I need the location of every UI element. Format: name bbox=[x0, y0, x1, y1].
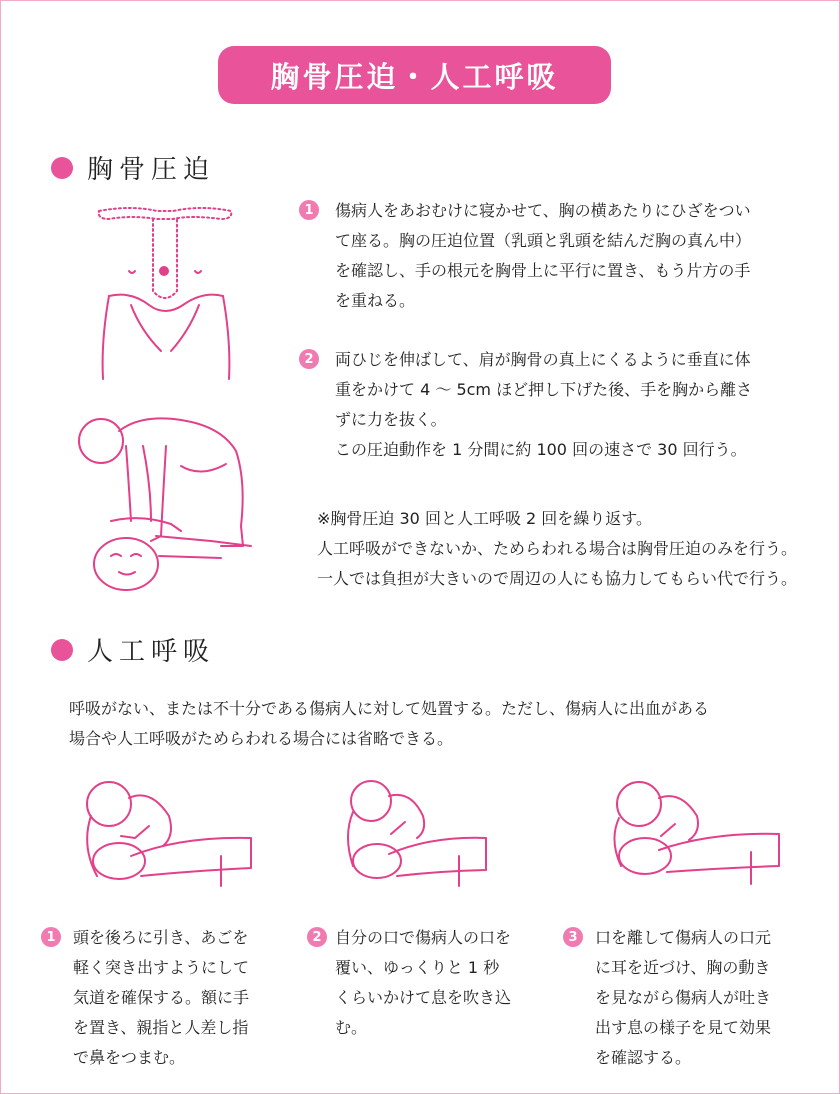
page-title: 胸骨圧迫・人工呼吸 bbox=[218, 46, 611, 104]
compression-step-2-text: 両ひじを伸ばして、肩が胸骨の真上にくるように垂直に体 重をかけて 4 ～ 5cm ほど押し下げた後、手を胸から離さ ずに力を抜く。 この圧迫動作を 1 分間に約 100 回の速さで 30 回行う。 bbox=[335, 350, 753, 459]
breathing-illustration-2 bbox=[331, 776, 491, 896]
step-number-badge: 1 bbox=[299, 200, 319, 220]
compression-note: ※胸骨圧迫 30 回と人工呼吸 2 回を繰り返す。 人工呼吸ができないか、ためらわれる場合は胸骨圧迫のみを行う。 一人では負担が大きいので周辺の人にも協力してもらい代で行う。 bbox=[317, 509, 798, 588]
breathing-step-3-text: 口を離して傷病人の口元 に耳を近づけ、胸の動き を見ながら傷病人が吐き 出す息の様子を見て効果 を確認する。 bbox=[595, 928, 772, 1067]
breathing-intro: 呼吸がない、または不十分である傷病人に対して処置する。ただし、傷病人に出血がある 場合や人工呼吸がためらわれる場合には省略できる。 bbox=[69, 699, 710, 748]
compression-step-2 bbox=[299, 345, 799, 465]
breathing-illustration-3 bbox=[601, 776, 786, 896]
breathing-step-3 bbox=[563, 923, 813, 1073]
section-heading-breathing bbox=[51, 631, 215, 668]
section-heading-label: 胸骨圧迫 bbox=[87, 155, 216, 185]
compression-step-1 bbox=[299, 196, 799, 316]
bullet-dot-icon bbox=[51, 639, 73, 661]
bullet-dot-icon bbox=[51, 157, 73, 179]
step-number-badge: 3 bbox=[563, 927, 583, 947]
chest-compression-illustration bbox=[71, 406, 256, 601]
step-number-badge: 1 bbox=[41, 927, 61, 947]
section-heading-label: 人工呼吸 bbox=[87, 637, 216, 667]
breathing-illustration-1 bbox=[71, 776, 256, 896]
chest-position-illustration bbox=[91, 201, 241, 381]
breathing-step-2-text: 自分の口で傷病人の口を 覆い、ゆっくりと 1 秒 くらいかけて息を吹き込 む。 bbox=[335, 928, 512, 1037]
breathing-step-1 bbox=[41, 923, 281, 1073]
step-number-badge: 2 bbox=[307, 927, 327, 947]
section-heading-compression bbox=[51, 149, 215, 186]
step-number-badge: 2 bbox=[299, 349, 319, 369]
compression-step-1-text: 傷病人をあおむけに寝かせて、胸の横あたりにひざをつい て座る。胸の圧迫位置（乳頭と乳頭を結んだ胸の真ん中） を確認し、手の根元を胸骨上に平行に置き、もう片方の手 を重ねる。 bbox=[335, 201, 752, 310]
breathing-step-2 bbox=[307, 923, 547, 1043]
breathing-step-1-text: 頭を後ろに引き、あごを 軽く突き出すようにして 気道を確保する。額に手 を置き、親指と人差し指 で鼻をつまむ。 bbox=[73, 928, 250, 1067]
